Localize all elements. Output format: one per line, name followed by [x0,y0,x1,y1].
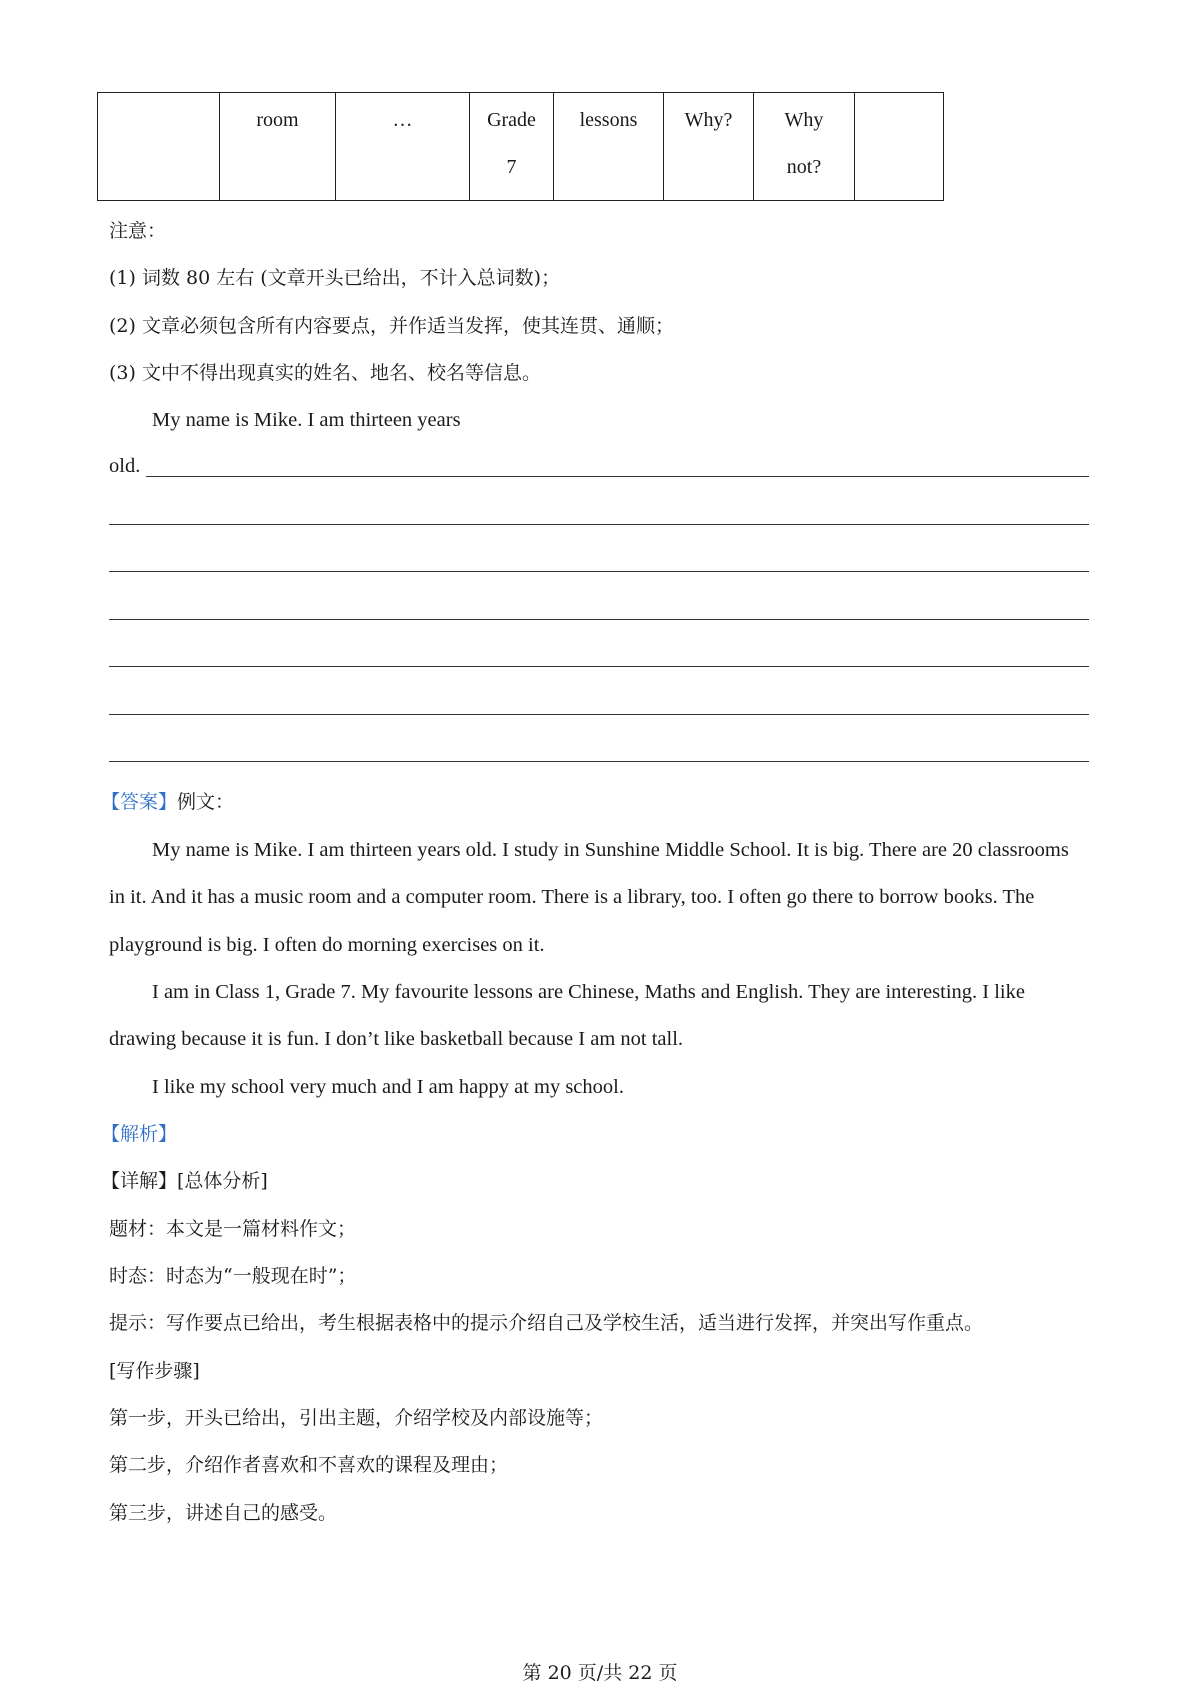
info-table [97,92,944,201]
sample-essay-line: I am in Class 1, Grade 7. My favourite lessons are Chinese, Maths and English. They are interesting. I like [152,981,1025,1003]
analysis-tense: 时态：时态为“一般现在时”； [109,1265,357,1287]
analysis-detail: 【详解】[总体分析] [101,1170,268,1192]
answer-label: 例文： [177,791,235,813]
table-cell: Grade 7 [470,93,554,201]
table-cell: … [336,93,470,201]
answer-blank-line[interactable] [109,571,1089,572]
answer-blank-line[interactable] [109,666,1089,667]
analysis-step: 第一步，开头已给出，引出主题，介绍学校及内部设施等； [109,1407,604,1429]
notes-heading: 注意： [109,220,167,242]
table-cell [98,93,220,201]
answer-blank-line[interactable] [109,714,1089,715]
answer-blank-line[interactable] [109,619,1089,620]
sample-essay-line: in it. And it has a music room and a computer room. There is a library, too. I often go there to borrow books. The [109,886,1035,908]
table-cell: lessons [554,93,664,201]
analysis-topic: 题材：本文是一篇材料作文； [109,1218,357,1240]
writing-old-label: old. [109,455,141,477]
sample-essay-line: I like my school very much and I am happy at my school. [152,1076,624,1098]
sample-essay-line: playground is big. I often do morning exercises on it. [109,934,545,956]
analysis-steps-title: [写作步骤] [109,1360,200,1382]
analysis-step: 第二步，介绍作者喜欢和不喜欢的课程及理由； [109,1454,509,1476]
table-cell: room [220,93,336,201]
table-row [98,93,944,201]
analysis-step: 第三步，讲述自己的感受。 [109,1502,338,1524]
answer-tag: 【答案】 [101,791,178,813]
table-cell: Why? [664,93,754,201]
writing-opening: My name is Mike. I am thirteen years [152,409,461,431]
analysis-tag: 【解析】 [101,1123,178,1145]
answer-blank-line[interactable] [109,524,1089,525]
table-cell [855,93,944,201]
answer-blank-line[interactable] [109,761,1089,762]
table-cell: Why not? [754,93,855,201]
note-item: (3) 文中不得出现真实的姓名、地名、校名等信息。 [109,362,541,384]
answer-heading [101,790,1081,814]
page-number: 第 20 页/共 22 页 [522,1662,678,1684]
sample-essay-line: drawing because it is fun. I don’t like basketball because I am not tall. [109,1028,684,1050]
note-item: (2) 文章必须包含所有内容要点，并作适当发挥，使其连贯、通顺； [109,315,674,337]
answer-blank-line[interactable] [146,476,1089,477]
analysis-hint: 提示：写作要点已给出，考生根据表格中的提示介绍自己及学校生活，适当进行发挥，并突出写作重点。 [109,1312,984,1334]
sample-essay-line: My name is Mike. I am thirteen years old. I study in Sunshine Middle School. It is big. There are 20 classrooms [152,839,1069,861]
note-item: (1) 词数 80 左右 (文章开头已给出，不计入总词数)； [109,267,561,289]
